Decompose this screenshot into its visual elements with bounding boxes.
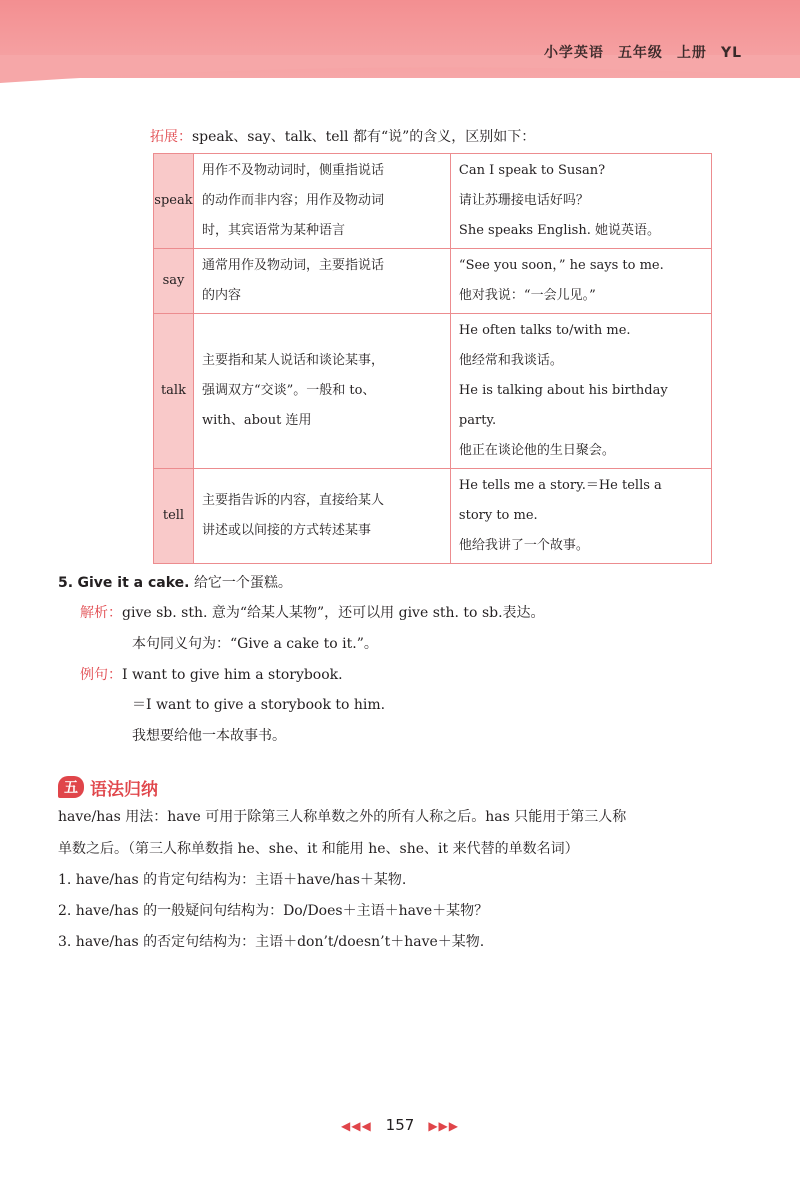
example-line: He tells me a story.＝He tells a [458, 478, 662, 493]
example-line: 请让苏珊接电话好吗？ [458, 193, 589, 208]
grammar-rule-2: 2. have/has 的一般疑问句结构为：Do/Does＋主语＋have＋某物？ [58, 903, 489, 919]
example-line: He often talks to/with me. [458, 323, 631, 338]
desc-line: 主要指和某人说话和谈论某事， [201, 353, 384, 368]
example-line-2: ＝I want to give a storybook to him. [132, 697, 386, 713]
item-5 [58, 572, 292, 592]
table-row [154, 314, 712, 469]
desc-line: 用作不及物动词时，侧重指说话 [201, 163, 384, 178]
grammar-paragraph-1: have/has 用法：have 可用于除第三人称单数之外的所有人称之后。has 只能用于第三人称 [58, 809, 627, 825]
table-row [154, 249, 712, 314]
table-example-cell [450, 314, 711, 469]
table-word-cell: speak [154, 154, 194, 249]
extension-label: 拓展： [150, 129, 192, 145]
analysis-line [80, 602, 545, 622]
example-line: 他给我讲了一个故事。 [458, 538, 589, 553]
grammar-rule-3: 3. have/has 的否定句结构为：主语＋don’t/doesn’t＋have＋某物. [58, 934, 485, 950]
desc-line: 讲述或以间接的方式转述某事 [201, 523, 371, 538]
example-line-3: 我想要给他一本故事书。 [132, 728, 286, 744]
example-text-1: I want to give him a storybook. [122, 667, 343, 683]
table-word-cell: tell [154, 469, 194, 564]
item-5-translation: 给它一个蛋糕。 [193, 575, 292, 591]
table-example-cell [450, 154, 711, 249]
header-grade: 五年级 [617, 45, 663, 61]
page-footer [0, 1116, 800, 1134]
analysis-label: 解析： [80, 605, 122, 621]
table-word-cell: talk [154, 314, 194, 469]
table-word-cell: say [154, 249, 194, 314]
grammar-paragraph-2: 单数之后。（第三人称单数指 he、she、it 和能用 he、she、it 来代替的单数名词） [58, 841, 579, 857]
desc-line: with、about 连用 [201, 413, 312, 428]
desc-line: 通常用作及物动词，主要指说话 [201, 258, 384, 273]
extension-text: speak、say、talk、tell 都有“说”的含义，区别如下： [192, 129, 536, 145]
desc-line: 时，其宾语常为某种语言 [201, 223, 345, 238]
extension-line [150, 126, 535, 146]
table-example-cell [450, 469, 711, 564]
example-line: 他对我说：“一会儿见。” [458, 288, 596, 303]
table-row [154, 469, 712, 564]
example-line: party. [458, 413, 497, 428]
analysis-line-2: 本句同义句为：“Give a cake to it.”。 [132, 636, 378, 652]
page-number: 157 [385, 1116, 415, 1134]
grammar-rule-1: 1. have/has 的肯定句结构为：主语＋have/has＋某物. [58, 872, 407, 888]
desc-line: 强调双方“交谈”。一般和 to、 [201, 383, 376, 398]
item-5-number: 5. [58, 575, 74, 591]
prev-arrows-icon: ◀◀◀ [340, 1119, 372, 1133]
example-line: story to me. [458, 508, 538, 523]
table-example-cell [450, 249, 711, 314]
example-line: Can I speak to Susan? [458, 163, 606, 178]
table-desc-cell [193, 154, 450, 249]
example-line: 他经常和我谈话。 [458, 353, 563, 368]
header-volume: 上册 [676, 45, 707, 61]
table-desc-cell [193, 249, 450, 314]
section-title: 语法归纳 [90, 779, 158, 800]
table-row [154, 154, 712, 249]
desc-line: 的动作而非内容；用作及物动词 [201, 193, 384, 208]
desc-line: 的内容 [201, 288, 241, 303]
example-line: She speaks English. 她说英语。 [458, 223, 660, 238]
example-line: He is talking about his birthday [458, 383, 668, 398]
table-desc-cell [193, 314, 450, 469]
section-badge: 五 [58, 776, 84, 798]
example-line-1 [80, 664, 343, 684]
analysis-text: give sb. sth. 意为“给某人某物”，还可以用 give sth. to sb.表达。 [122, 605, 545, 621]
next-arrows-icon: ▶▶▶ [428, 1119, 459, 1133]
desc-line: 主要指告诉的内容，直接给某人 [201, 493, 384, 508]
header-edition: YL [720, 45, 742, 61]
header-subject: 小学英语 [543, 45, 604, 61]
table-desc-cell [193, 469, 450, 564]
section-heading [58, 775, 158, 799]
example-label: 例句： [80, 667, 122, 683]
example-line: “See you soon，” he says to me. [458, 258, 664, 273]
example-line: 他正在谈论他的生日聚会。 [458, 443, 615, 458]
comparison-table [153, 153, 712, 564]
header-title [544, 42, 742, 62]
item-5-title: Give it a cake. [77, 575, 190, 591]
